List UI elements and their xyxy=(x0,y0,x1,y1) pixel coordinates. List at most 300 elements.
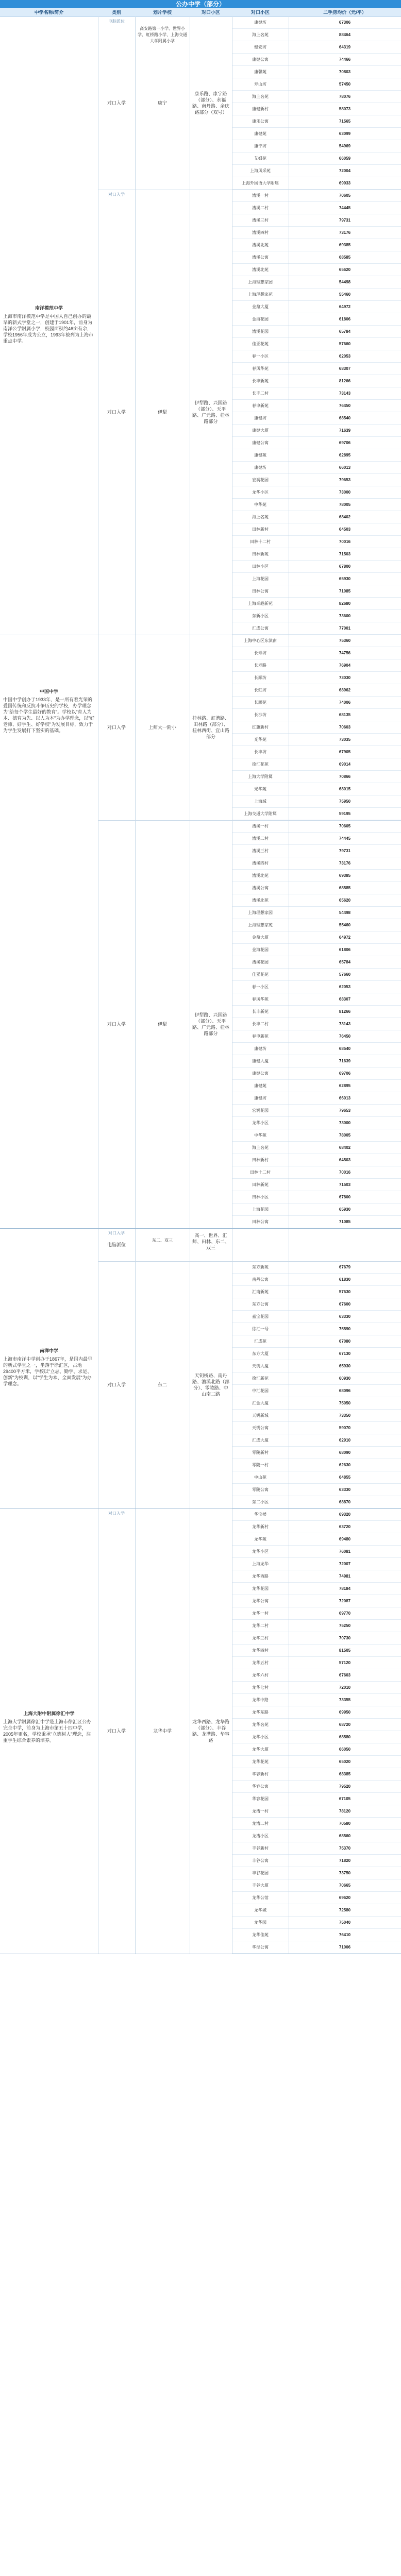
estate-price: 68962 xyxy=(339,688,351,692)
estate-price: 72007 xyxy=(339,1562,351,1566)
row-divider xyxy=(232,869,401,870)
estate-name: 汇成公寓 xyxy=(252,626,269,631)
school-intro: 中国中学创办于1933年，是一所有着光荣的爱国传统和反抗斗争历史的学校，办学理念为"给每个学生最好的教育"。学校以"育人为本、德育为先、以人为本"为办学理念，以"好老师、好学生、好学校"为发展目标，致力于为学生发展打下坚实的基础。 xyxy=(3,697,95,733)
row-divider xyxy=(232,164,401,165)
row-divider xyxy=(232,1285,401,1286)
row-divider xyxy=(232,201,401,202)
estate-price: 67306 xyxy=(339,20,351,25)
row-divider xyxy=(232,263,401,264)
group-district: 东二 xyxy=(157,1382,167,1387)
estate-name: 宏润花园 xyxy=(252,1108,269,1113)
estate-price: 70803 xyxy=(339,70,351,74)
estate-price: 74981 xyxy=(339,1574,351,1579)
estate-name: 康宁坊 xyxy=(254,144,266,148)
estate-name: 龙漕小区 xyxy=(252,1834,269,1838)
row-divider xyxy=(232,1446,401,1447)
row-divider xyxy=(232,1829,401,1830)
estate-name: 上海风采苑 xyxy=(250,168,271,173)
estate-price: 74466 xyxy=(339,57,351,62)
estate-price: 68585 xyxy=(339,886,351,890)
estate-name: 长虹坊 xyxy=(254,688,266,692)
row-divider xyxy=(232,325,401,326)
estate-name: 海上名苑 xyxy=(252,94,269,99)
school-name: 上海大附中附属徐汇中学 xyxy=(23,1711,75,1716)
estate-name: 龙漕二村 xyxy=(252,1821,269,1826)
estate-name: 华泾公寓 xyxy=(252,1945,269,1950)
row-divider xyxy=(232,498,401,499)
row-divider xyxy=(232,1582,401,1583)
estate-price: 72087 xyxy=(339,1599,351,1603)
estate-price: 69480 xyxy=(339,1537,351,1541)
estate-name: 漕溪三村 xyxy=(252,218,269,223)
estate-price: 81266 xyxy=(339,379,351,383)
estate-price: 65020 xyxy=(339,1759,351,1764)
estate-name: 徐汇花苑 xyxy=(252,762,269,767)
estate-name: 长顺苑 xyxy=(254,700,266,705)
estate-price: 68402 xyxy=(339,1145,351,1150)
group-divider xyxy=(98,1261,401,1262)
estate-name: 春申新苑 xyxy=(252,1034,269,1039)
row-divider xyxy=(232,832,401,833)
estate-name: 金海花园 xyxy=(252,317,269,321)
estate-price: 64319 xyxy=(339,45,351,49)
estate-name: 田林新村 xyxy=(252,1158,269,1162)
estate-price: 70605 xyxy=(339,824,351,828)
estate-name: 上海外国语大学附属 xyxy=(242,181,279,185)
estate-price: 64503 xyxy=(339,1158,351,1162)
estate-price: 73350 xyxy=(339,1413,351,1418)
estate-name: 康健公寓 xyxy=(252,440,269,445)
row-divider xyxy=(232,1483,401,1484)
estate-name: 龙华三村 xyxy=(252,1636,269,1640)
estate-name: 漕溪一村 xyxy=(252,824,269,828)
estate-name: 健安坊 xyxy=(254,45,266,49)
estate-price: 68560 xyxy=(339,1834,351,1838)
estate-name: 上海奇趣新苑 xyxy=(248,601,273,606)
estate-name: 龙华公馆 xyxy=(252,1895,269,1900)
estate-price: 74006 xyxy=(339,700,351,705)
estate-name: 东二小区 xyxy=(252,1500,269,1504)
estate-name: 龙华小区 xyxy=(252,1549,269,1554)
estate-price: 54969 xyxy=(339,144,351,148)
row-divider xyxy=(232,300,401,301)
row-divider xyxy=(232,943,401,944)
estate-price: 55460 xyxy=(339,292,351,297)
row-divider xyxy=(232,1141,401,1142)
estate-price: 62910 xyxy=(339,1438,351,1443)
row-divider xyxy=(232,1928,401,1929)
estate-price: 68540 xyxy=(339,416,351,420)
estate-name: 零陵公寓 xyxy=(252,1487,269,1492)
estate-price: 67905 xyxy=(339,750,351,754)
estate-name: 宏润花园 xyxy=(252,478,269,482)
estate-name: 汇成苑 xyxy=(254,1339,266,1344)
estate-price: 70605 xyxy=(339,193,351,198)
estate-name: 东方大厦 xyxy=(252,1351,269,1356)
estate-price: 71820 xyxy=(339,1858,351,1863)
estate-price: 58073 xyxy=(339,107,351,111)
group-divider xyxy=(98,820,401,821)
estate-price: 68580 xyxy=(339,1735,351,1739)
estate-name: 天钥新城 xyxy=(252,1413,269,1418)
estate-price: 78120 xyxy=(339,1809,351,1814)
estate-name: 上海理想家苑 xyxy=(248,923,273,927)
estate-name: 龙华大厦 xyxy=(252,1747,269,1752)
estate-name: 康健坊 xyxy=(254,20,266,25)
estate-name: 海上名苑 xyxy=(252,515,269,519)
school-name: 中国中学 xyxy=(39,689,58,694)
estate-name: 华容公寓 xyxy=(252,1784,269,1789)
estate-name: 康健苑 xyxy=(254,1083,266,1088)
estate-price: 79520 xyxy=(339,1784,351,1789)
row-divider xyxy=(232,1347,401,1348)
estate-name: 上海中心区东滨南 xyxy=(244,638,277,643)
estate-name: 漕溪四村 xyxy=(252,861,269,866)
school-divider xyxy=(0,1228,401,1229)
row-divider xyxy=(232,708,401,709)
estate-name: 天钥大厦 xyxy=(252,1364,269,1368)
estate-price: 70603 xyxy=(339,725,351,730)
estate-name: 长丰二村 xyxy=(252,391,269,396)
row-divider xyxy=(232,745,401,746)
estate-price: 72004 xyxy=(339,168,351,173)
estate-price: 62895 xyxy=(339,453,351,457)
estate-price: 57630 xyxy=(339,1290,351,1294)
estate-price: 68402 xyxy=(339,515,351,519)
row-divider xyxy=(232,1215,401,1216)
estate-name: 金鼎大厦 xyxy=(252,935,269,940)
row-divider xyxy=(232,473,401,474)
estate-price: 71565 xyxy=(339,119,351,124)
row-divider xyxy=(232,1656,401,1657)
estate-name: 漕溪三村 xyxy=(252,849,269,853)
estate-price: 62053 xyxy=(339,354,351,359)
estate-name: 金鼎大厦 xyxy=(252,304,269,309)
row-divider xyxy=(232,696,401,697)
estate-name: 龙华城 xyxy=(254,1908,266,1912)
estate-name: 长丰新苑 xyxy=(252,379,269,383)
estate-name: 汇南新苑 xyxy=(252,1290,269,1294)
estate-price: 73176 xyxy=(339,861,351,866)
estate-price: 68307 xyxy=(339,997,351,1002)
estate-price: 64972 xyxy=(339,304,351,309)
estate-name: 东新小区 xyxy=(252,614,269,618)
estate-name: 康健新村 xyxy=(252,107,269,111)
estate-name: 中汇花园 xyxy=(252,1388,269,1393)
estate-name: 龙华小区 xyxy=(252,490,269,495)
row-divider xyxy=(232,844,401,845)
estate-price: 65930 xyxy=(339,1207,351,1212)
estate-price: 57450 xyxy=(339,82,351,87)
estate-name: 徐汇一号 xyxy=(252,1327,269,1331)
estate-name: 汇成大厦 xyxy=(252,1438,269,1443)
estate-name: 龙华六村 xyxy=(252,1673,269,1677)
estate-price: 73000 xyxy=(339,490,351,495)
row-divider xyxy=(232,399,401,400)
section-banner: 公办中学（部分） xyxy=(0,0,401,8)
estate-name: 零陵一村 xyxy=(252,1463,269,1467)
estate-name: 田林公寓 xyxy=(252,1219,269,1224)
estate-name: 康健坊 xyxy=(254,465,266,470)
estate-name: 龙华小区 xyxy=(252,1121,269,1125)
estate-name: 龙华二村 xyxy=(252,1623,269,1628)
estate-price: 65930 xyxy=(339,1364,351,1368)
estate-price: 68720 xyxy=(339,1722,351,1727)
estate-price: 88464 xyxy=(339,32,351,37)
estate-price: 72010 xyxy=(339,1685,351,1690)
estate-price: 69385 xyxy=(339,243,351,247)
estate-name: 上海城 xyxy=(254,799,266,804)
estate-name: 龙华一村 xyxy=(252,1611,269,1616)
estate-name: 春一小区 xyxy=(252,985,269,989)
estate-name: 天钥公寓 xyxy=(252,1426,269,1430)
estate-price: 73355 xyxy=(339,1698,351,1702)
row-divider xyxy=(232,1178,401,1179)
estate-name: 南丹公寓 xyxy=(252,1277,269,1282)
estate-price: 67679 xyxy=(339,1265,351,1269)
estate-price: 68585 xyxy=(339,255,351,260)
estate-name: 漕溪北苑 xyxy=(252,267,269,272)
estate-name: 漕溪北苑 xyxy=(252,898,269,903)
estate-name: 佳亚花苑 xyxy=(252,342,269,346)
estate-name: 龙华佳苑 xyxy=(252,1933,269,1937)
row-divider xyxy=(232,1644,401,1645)
estate-name: 龙华五村 xyxy=(252,1660,269,1665)
estate-name: 龙华园 xyxy=(254,1920,266,1925)
estate-name: 康健大厦 xyxy=(252,1059,269,1063)
estate-price: 65620 xyxy=(339,267,351,272)
row-divider xyxy=(232,609,401,610)
estate-price: 69933 xyxy=(339,181,351,185)
estate-name: 龙华四村 xyxy=(252,1648,269,1653)
school-counterparts: 东二、双三 xyxy=(152,1238,173,1243)
estate-name: 漕溪四村 xyxy=(252,230,269,235)
row-divider xyxy=(232,1116,401,1117)
group-category: 电脑派位 xyxy=(107,1242,126,1247)
row-divider xyxy=(232,1619,401,1620)
row-divider xyxy=(232,28,401,29)
estate-price: 67105 xyxy=(339,1797,351,1801)
group-category: 对口入学 xyxy=(107,410,126,415)
estate-name: 康健坊 xyxy=(254,1046,266,1051)
estate-price: 73750 xyxy=(339,1871,351,1875)
estate-price: 70665 xyxy=(339,1883,351,1888)
estate-name: 艾姆苑 xyxy=(254,156,266,161)
estate-name: 龙华小区 xyxy=(252,1735,269,1739)
school-intro: 上海市南洋中学创办于1867年，是国内最早的新式学堂之一，坐落于徐汇区，占地29400平方米，学校以"立志、勤学、求是、创新"为校训，以"学生为本、全面发展"为办学理念。 xyxy=(3,1357,93,1386)
estate-price: 71503 xyxy=(339,552,351,556)
estate-price: 68090 xyxy=(339,1450,351,1455)
estate-price: 67080 xyxy=(339,1339,351,1344)
estate-price: 71006 xyxy=(339,1945,351,1950)
group-boundary: 高一、世界、汇师、田林、东二、双三 xyxy=(192,1233,229,1250)
estate-price: 79653 xyxy=(339,478,351,482)
estate-name: 红旗新村 xyxy=(252,725,269,730)
row-divider xyxy=(232,980,401,981)
estate-name: 漕溪一村 xyxy=(252,193,269,198)
estate-price: 63099 xyxy=(339,131,351,136)
estate-name: 龙华名苑 xyxy=(252,1722,269,1727)
estate-price: 68015 xyxy=(339,787,351,791)
row-divider xyxy=(232,671,401,672)
estate-name: 田林十二村 xyxy=(250,539,271,544)
estate-price: 74445 xyxy=(339,836,351,841)
estate-price: 59070 xyxy=(339,1426,351,1430)
estate-price: 79731 xyxy=(339,849,351,853)
estate-name: 上海理想家园 xyxy=(248,280,273,284)
estate-name: 长寿路 xyxy=(254,663,266,668)
row-divider xyxy=(232,1273,401,1274)
estate-price: 71639 xyxy=(339,428,351,433)
estate-price: 69014 xyxy=(339,762,351,767)
estate-name: 零陵新村 xyxy=(252,1450,269,1455)
estate-name: 上海花园 xyxy=(252,577,269,581)
group-district: 伊犁 xyxy=(157,410,167,415)
group-category: 对口入学 xyxy=(107,725,126,730)
row-divider xyxy=(232,424,401,425)
estate-name: 汇金大厦 xyxy=(252,1401,269,1405)
row-divider xyxy=(232,1421,401,1422)
estate-price: 63720 xyxy=(339,1524,351,1529)
estate-name: 龙华花苑 xyxy=(252,1759,269,1764)
group-category: 对口入学 xyxy=(107,1382,126,1387)
estate-price: 71639 xyxy=(339,1059,351,1063)
row-divider xyxy=(232,770,401,771)
estate-price: 54498 xyxy=(339,910,351,915)
row-divider xyxy=(232,1545,401,1546)
estate-name: 康健坊 xyxy=(254,1096,266,1100)
estate-price: 81505 xyxy=(339,1648,351,1653)
estate-price: 75590 xyxy=(339,1327,351,1331)
estate-price: 67130 xyxy=(339,1351,351,1356)
estate-price: 65784 xyxy=(339,960,351,964)
estate-price: 76450 xyxy=(339,403,351,408)
estate-price: 60930 xyxy=(339,1376,351,1381)
estate-price: 73035 xyxy=(339,737,351,742)
estate-price: 66059 xyxy=(339,156,351,161)
row-divider xyxy=(232,1310,401,1311)
estate-price: 63330 xyxy=(339,1487,351,1492)
row-divider xyxy=(232,436,401,437)
column-header: 中学名称/简介 xyxy=(0,8,98,17)
school-name: 南洋模范中学 xyxy=(35,306,63,311)
group-district: 龙华中学 xyxy=(153,1728,172,1734)
estate-price: 75050 xyxy=(339,1401,351,1405)
estate-price: 74445 xyxy=(339,206,351,210)
group-boundary: 伊犁路、兴国路（部分）、天平路、广元路、桂林路部分 xyxy=(192,1012,229,1036)
estate-name: 华容新村 xyxy=(252,1772,269,1776)
estate-name: 漕溪花园 xyxy=(252,960,269,964)
group-category: 对口入学 xyxy=(107,100,126,106)
row-divider xyxy=(232,1520,401,1521)
estate-name: 长丰新苑 xyxy=(252,1009,269,1014)
estate-price: 81266 xyxy=(339,1009,351,1014)
group-district: 伊犁 xyxy=(157,1022,167,1027)
school-name: 南洋中学 xyxy=(39,1348,58,1353)
row-divider xyxy=(232,226,401,227)
estate-name: 漕溪公寓 xyxy=(252,886,269,890)
estate-name: 龙漕一村 xyxy=(252,1809,269,1814)
estate-price: 68096 xyxy=(339,1388,351,1393)
column-header: 类别 xyxy=(98,8,135,17)
estate-name: 丰谷新村 xyxy=(252,1846,269,1851)
row-divider xyxy=(232,807,401,808)
estate-name: 龙华中路 xyxy=(252,1698,269,1702)
estate-name: 田林新苑 xyxy=(252,1182,269,1187)
estate-name: 康健苑 xyxy=(254,131,266,136)
estate-price: 61806 xyxy=(339,317,351,321)
estate-name: 春申新苑 xyxy=(252,403,269,408)
estate-name: 春风华苑 xyxy=(252,997,269,1002)
estate-price: 66013 xyxy=(339,465,351,470)
estate-name: 漕溪二村 xyxy=(252,836,269,841)
estate-name: 春风华苑 xyxy=(252,366,269,371)
estate-name: 海上名苑 xyxy=(252,1145,269,1150)
school-category: 对口入学 xyxy=(108,1511,125,1516)
estate-name: 田林小区 xyxy=(252,564,269,569)
estate-name: 康健公寓 xyxy=(252,1071,269,1076)
row-divider xyxy=(232,968,401,969)
estate-name: 龙华花园 xyxy=(252,1586,269,1591)
estate-price: 77001 xyxy=(339,626,351,631)
group-category: 对口入学 xyxy=(107,1728,126,1734)
row-divider xyxy=(232,127,401,128)
estate-price: 70730 xyxy=(339,1636,351,1640)
estate-name: 华容花园 xyxy=(252,1797,269,1801)
estate-name: 康健公寓 xyxy=(252,57,269,62)
estate-name: 金海花园 xyxy=(252,947,269,952)
estate-price: 71085 xyxy=(339,1219,351,1224)
estate-name: 康健大厦 xyxy=(252,428,269,433)
estate-name: 嘉宝花园 xyxy=(252,1314,269,1319)
estate-name: 寿山坊 xyxy=(254,82,266,87)
school-intro: 上海大学附属徐汇中学是上海市徐汇区公办完全中学，前身为上海市第五十四中学，2005年更名，学校秉承"立德树人"理念，注重学生综合素养的培养。 xyxy=(3,1719,92,1743)
group-category: 对口入学 xyxy=(107,1022,126,1027)
estate-name: 田林新苑 xyxy=(252,552,269,556)
estate-price: 62630 xyxy=(339,1463,351,1467)
estate-name: 中山苑 xyxy=(254,1475,266,1480)
column-divider xyxy=(135,16,136,1954)
estate-name: 佳亚花苑 xyxy=(252,972,269,977)
estate-price: 76450 xyxy=(339,1034,351,1039)
estate-price: 65784 xyxy=(339,329,351,334)
estate-price: 57660 xyxy=(339,972,351,977)
estate-price: 78005 xyxy=(339,1133,351,1138)
estate-name: 上海龙华 xyxy=(252,1562,269,1566)
estate-price: 57660 xyxy=(339,342,351,346)
row-divider xyxy=(232,1916,401,1917)
estate-name: 丰谷公寓 xyxy=(252,1858,269,1863)
estate-price: 78005 xyxy=(339,502,351,507)
estate-price: 82680 xyxy=(339,601,351,606)
row-divider xyxy=(232,1042,401,1043)
row-divider xyxy=(232,1203,401,1204)
row-divider xyxy=(232,1681,401,1682)
estate-price: 64972 xyxy=(339,935,351,940)
row-divider xyxy=(232,1557,401,1558)
row-divider xyxy=(232,1079,401,1080)
row-divider xyxy=(232,461,401,462)
estate-name: 上海理想家苑 xyxy=(248,292,273,297)
estate-name: 海上名苑 xyxy=(252,32,269,37)
estate-name: 华宝楼 xyxy=(254,1512,266,1517)
row-divider xyxy=(232,1718,401,1719)
estate-price: 70016 xyxy=(339,1170,351,1175)
estate-name: 漕溪二村 xyxy=(252,206,269,210)
estate-price: 70580 xyxy=(339,1821,351,1826)
estate-price: 61830 xyxy=(339,1277,351,1282)
estate-name: 上海花园 xyxy=(252,1207,269,1212)
